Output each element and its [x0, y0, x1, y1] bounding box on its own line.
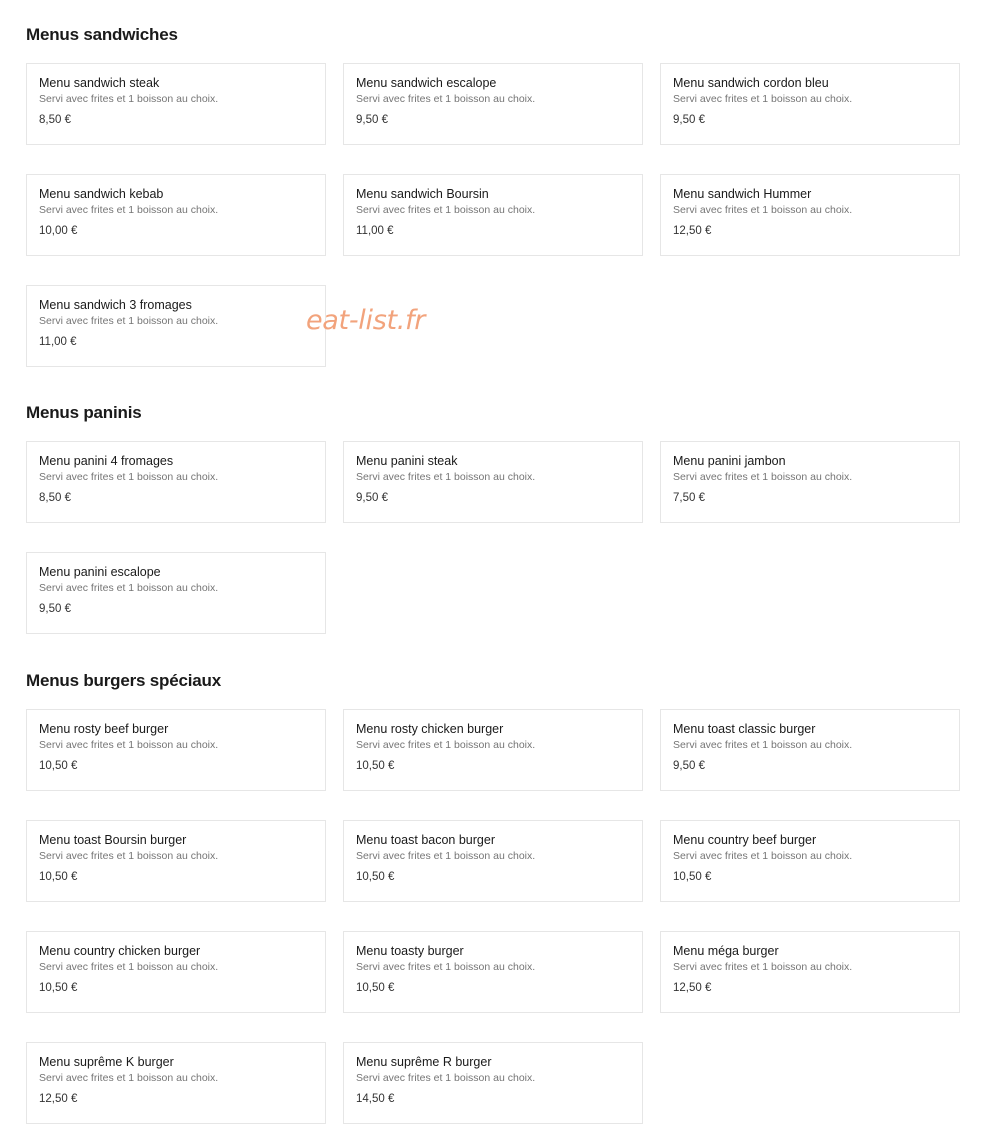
menu-item-price: 12,50 € [673, 225, 712, 237]
menu-item-name: Menu sandwich Hummer [673, 187, 812, 201]
watermark-text: eat-list.fr [306, 305, 426, 336]
menu-item-price: 10,50 € [356, 871, 395, 883]
menu-item-description: Servi avec frites et 1 boisson au choix. [39, 93, 219, 105]
menu-item-price: 9,50 € [39, 603, 71, 615]
menu-item-price: 12,50 € [39, 1093, 78, 1105]
menu-grid [26, 441, 961, 634]
menu-item-price: 10,50 € [356, 760, 395, 772]
menu-item-name: Menu panini jambon [673, 454, 786, 468]
menu-item-name: Menu toast classic burger [673, 722, 816, 736]
menu-item-name: Menu sandwich steak [39, 76, 160, 90]
menu-item-card[interactable] [343, 441, 643, 523]
menu-item-price: 9,50 € [673, 114, 705, 126]
menu-item-name: Menu panini 4 fromages [39, 454, 174, 468]
menu-item-description: Servi avec frites et 1 boisson au choix. [39, 582, 219, 594]
menu-item-card[interactable] [343, 174, 643, 256]
menu-item-name: Menu rosty beef burger [39, 722, 169, 736]
menu-item-card[interactable] [660, 820, 960, 902]
menu-item-card[interactable] [343, 1042, 643, 1124]
menu-item-card[interactable] [26, 441, 326, 523]
menu-item-description: Servi avec frites et 1 boisson au choix. [673, 739, 853, 751]
menu-item-card[interactable] [26, 820, 326, 902]
menu-item-description: Servi avec frites et 1 boisson au choix. [39, 204, 219, 216]
menu-item-price: 9,50 € [356, 114, 388, 126]
menu-item-price: 9,50 € [673, 760, 705, 772]
menu-item-description: Servi avec frites et 1 boisson au choix. [356, 739, 536, 751]
menu-item-card[interactable] [26, 174, 326, 256]
menu-grid [26, 63, 961, 367]
menu-item-description: Servi avec frites et 1 boisson au choix. [39, 739, 219, 751]
menu-item-price: 8,50 € [39, 114, 71, 126]
menu-item-description: Servi avec frites et 1 boisson au choix. [356, 1072, 536, 1084]
menu-item-card[interactable] [660, 441, 960, 523]
menu-item-name: Menu sandwich 3 fromages [39, 298, 192, 312]
menu-item-name: Menu toast Boursin burger [39, 833, 187, 847]
section-menus-paninis [26, 402, 961, 634]
menu-item-card[interactable] [660, 63, 960, 145]
menu-item-name: Menu suprême K burger [39, 1055, 174, 1069]
menu-item-name: Menu sandwich kebab [39, 187, 164, 201]
menu-item-card[interactable] [26, 552, 326, 634]
menu-item-name: Menu panini escalope [39, 565, 161, 579]
section-title: Menus paninis [26, 403, 142, 422]
menu-item-name: Menu panini steak [356, 454, 458, 468]
menu-item-price: 10,00 € [39, 225, 78, 237]
menu-item-name: Menu toast bacon burger [356, 833, 495, 847]
menu-item-card[interactable] [343, 931, 643, 1013]
menu-item-price: 11,00 € [39, 336, 77, 348]
menu-item-description: Servi avec frites et 1 boisson au choix. [673, 850, 853, 862]
section-menus-sandwiches [26, 24, 961, 367]
menu-item-name: Menu sandwich Boursin [356, 187, 489, 201]
menu-item-description: Servi avec frites et 1 boisson au choix. [39, 471, 219, 483]
menu-item-price: 10,50 € [39, 982, 78, 994]
menu-item-description: Servi avec frites et 1 boisson au choix. [673, 93, 853, 105]
menu-item-card[interactable] [660, 931, 960, 1013]
menu-item-description: Servi avec frites et 1 boisson au choix. [356, 93, 536, 105]
menu-item-name: Menu sandwich cordon bleu [673, 76, 829, 90]
menu-item-description: Servi avec frites et 1 boisson au choix. [356, 850, 536, 862]
menu-item-description: Servi avec frites et 1 boisson au choix. [39, 315, 219, 327]
menu-item-name: Menu sandwich escalope [356, 76, 497, 90]
menu-item-card[interactable] [660, 174, 960, 256]
menu-item-card[interactable] [343, 820, 643, 902]
menu-item-card[interactable] [343, 709, 643, 791]
menu-item-description: Servi avec frites et 1 boisson au choix. [39, 961, 219, 973]
menu-item-price: 14,50 € [356, 1093, 395, 1105]
menu-item-price: 10,50 € [356, 982, 395, 994]
menu-item-card[interactable] [26, 63, 326, 145]
menu-item-price: 8,50 € [39, 492, 71, 504]
menu-item-card[interactable] [26, 285, 326, 367]
menu-item-description: Servi avec frites et 1 boisson au choix. [356, 204, 536, 216]
menu-item-card[interactable] [26, 931, 326, 1013]
menu-item-price: 9,50 € [356, 492, 388, 504]
menu-grid [26, 709, 961, 1124]
menu-item-price: 10,50 € [39, 760, 78, 772]
menu-item-price: 10,50 € [673, 871, 712, 883]
menu-item-description: Servi avec frites et 1 boisson au choix. [673, 961, 853, 973]
menu-item-name: Menu country chicken burger [39, 944, 201, 958]
menu-item-card[interactable] [660, 709, 960, 791]
menu-item-description: Servi avec frites et 1 boisson au choix. [39, 850, 219, 862]
section-title: Menus burgers spéciaux [26, 671, 221, 690]
menu-item-description: Servi avec frites et 1 boisson au choix. [356, 471, 536, 483]
menu-item-price: 10,50 € [39, 871, 78, 883]
menu-item-name: Menu rosty chicken burger [356, 722, 504, 736]
menu-item-description: Servi avec frites et 1 boisson au choix. [39, 1072, 219, 1084]
menu-item-description: Servi avec frites et 1 boisson au choix. [673, 204, 853, 216]
menu-item-price: 11,00 € [356, 225, 394, 237]
menu-item-price: 7,50 € [673, 492, 705, 504]
menu-item-name: Menu country beef burger [673, 833, 817, 847]
menu-item-card[interactable] [343, 63, 643, 145]
menu-item-price: 12,50 € [673, 982, 712, 994]
section-menus-burgers-speciaux [26, 670, 961, 1124]
menu-item-description: Servi avec frites et 1 boisson au choix. [356, 961, 536, 973]
menu-item-description: Servi avec frites et 1 boisson au choix. [673, 471, 853, 483]
menu-item-card[interactable] [26, 709, 326, 791]
menu-item-card[interactable] [26, 1042, 326, 1124]
menu-item-name: Menu suprême R burger [356, 1055, 492, 1069]
section-title: Menus sandwiches [26, 25, 178, 44]
menu-item-name: Menu méga burger [673, 944, 779, 958]
menu-item-name: Menu toasty burger [356, 944, 464, 958]
